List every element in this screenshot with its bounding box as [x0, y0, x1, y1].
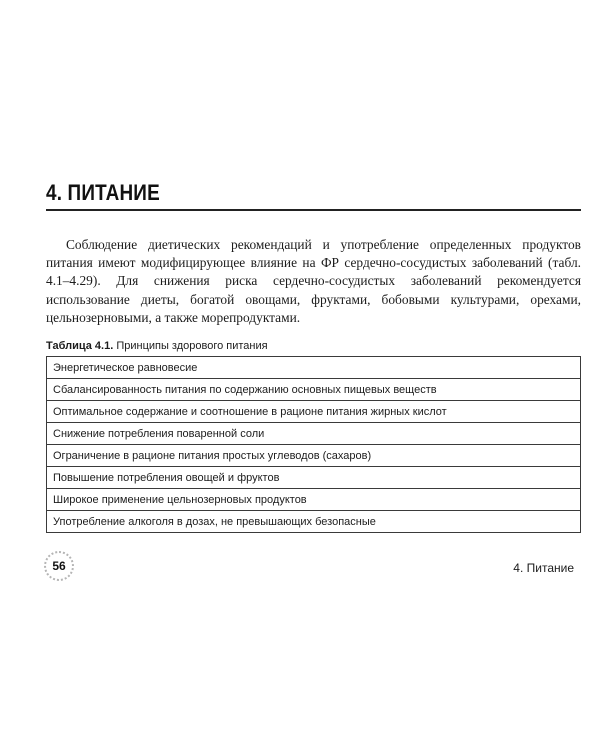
table-cell: Оптимальное содержание и соотношение в рационе питания жирных кислот	[47, 401, 581, 423]
principles-table	[46, 356, 581, 533]
table-row	[47, 467, 581, 489]
page-number-badge	[44, 551, 74, 581]
table-cell: Употребление алкоголя в дозах, не превышающих безопасные	[47, 511, 581, 533]
title-underline	[46, 209, 581, 211]
running-footer-title: 4. Питание	[513, 561, 574, 575]
table-cell: Снижение потребления поваренной соли	[47, 423, 581, 445]
table-cell: Сбалансированность питания по содержанию основных пищевых веществ	[47, 379, 581, 401]
table-cell: Энергетическое равновесие	[47, 357, 581, 379]
table-caption-text: Принципы здорового питания	[116, 340, 268, 352]
table-row	[47, 379, 581, 401]
table-cell: Широкое применение цельнозерновых продуктов	[47, 489, 581, 511]
table-row	[47, 401, 581, 423]
table-row	[47, 489, 581, 511]
chapter-title: 4. ПИТАНИЕ	[46, 180, 160, 205]
body-paragraph: Соблюдение диетических рекомендаций и употребление определенных продуктов питания имеют модифицирующее влияние на ФР сердечно-сосудистых заболеваний (табл. 4.1–4.29). Для снижения риска сердечно-сосудистых заболеваний рекомендуется использование диеты, богатой овощами, фруктами, бобовыми культурами, орехами, цельнозерновыми, а также морепродуктами.	[46, 237, 581, 325]
table-caption	[46, 340, 268, 352]
table-row	[47, 357, 581, 379]
table-caption-label: Таблица 4.1.	[46, 340, 114, 352]
table-row	[47, 423, 581, 445]
table-cell: Ограничение в рационе питания простых углеводов (сахаров)	[47, 445, 581, 467]
table-cell: Повышение потребления овощей и фруктов	[47, 467, 581, 489]
table-row	[47, 445, 581, 467]
page-number: 56	[52, 559, 66, 573]
table-row	[47, 511, 581, 533]
